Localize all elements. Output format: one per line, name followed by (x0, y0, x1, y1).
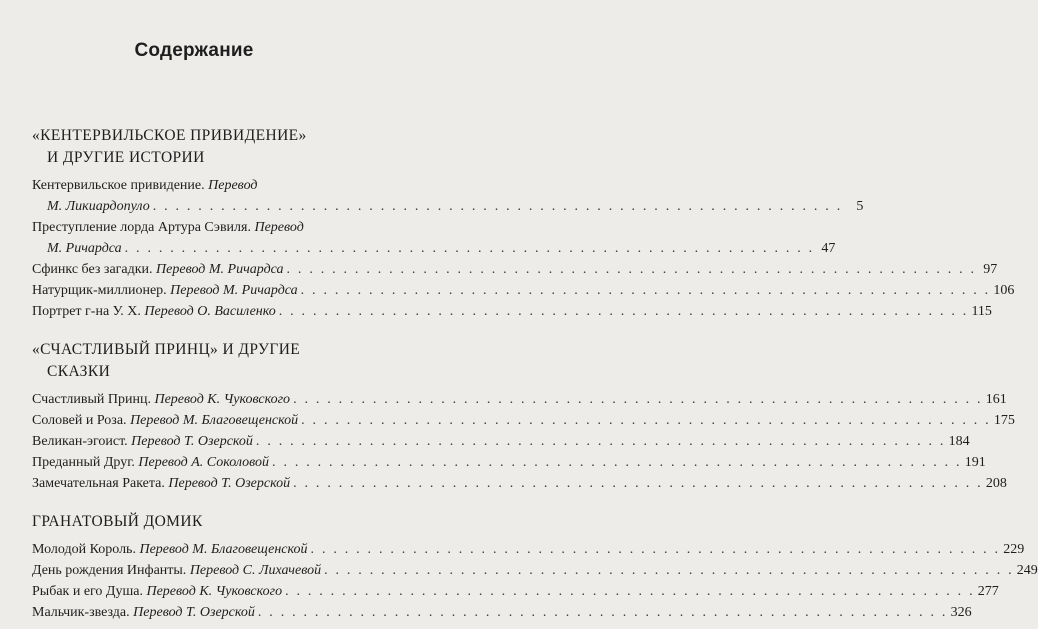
toc-entry[interactable] (32, 452, 986, 473)
toc-entry[interactable] (32, 473, 1007, 494)
section-canterville (32, 125, 1015, 322)
leader-dots (301, 280, 991, 301)
leader-dots (279, 301, 969, 322)
entry-title: Преданный Друг. (32, 455, 135, 470)
leader-dots (258, 602, 948, 623)
entry-page: 106 (993, 283, 1015, 298)
entry-translator-cont: М. Ричардса (47, 241, 122, 256)
toc-entry[interactable] (32, 431, 970, 452)
entry-title: Сфинкс без загадки. (32, 262, 153, 277)
section-title-line1: «КЕНТЕРВИЛЬСКОЕ ПРИВИДЕНИЕ» (32, 127, 307, 144)
toc-entry[interactable] (32, 581, 999, 602)
entry-page: 161 (985, 392, 1007, 407)
entry-title: Кентервильское привидение. (32, 178, 205, 193)
entry-translator: Перевод К. Чуковского (154, 392, 291, 407)
entry-page: 208 (985, 476, 1007, 491)
section-title-line2: СКАЗКИ (47, 363, 111, 380)
leader-dots (285, 581, 975, 602)
entry-page: 115 (971, 304, 992, 319)
leader-dots (311, 539, 1001, 560)
entry-page: 191 (964, 455, 986, 470)
section-title-line1: ГРАНАТОВЫЙ ДОМИК (32, 513, 203, 530)
toc-entry[interactable] (32, 175, 864, 217)
entry-title: Мальчик-звезда. (32, 605, 130, 620)
section-title (32, 511, 356, 533)
toc-entry[interactable] (32, 217, 836, 259)
entry-page: 249 (1016, 563, 1038, 578)
section-title-line2: И ДРУГИЕ ИСТОРИИ (47, 149, 205, 166)
entry-translator: Перевод К. Чуковского (146, 584, 283, 599)
leader-dots (293, 473, 983, 494)
entry-translator: Перевод С. Лихачевой (189, 563, 322, 578)
toc-entry[interactable] (32, 602, 972, 623)
entry-title: Соловей и Роза. (32, 413, 127, 428)
entry-translator-cont: М. Ликиардопуло (47, 199, 150, 214)
section-title-line1: «СЧАСТЛИВЫЙ ПРИНЦ» И ДРУГИЕ (32, 341, 301, 358)
entry-title: Великан-эгоист. (32, 434, 128, 449)
entry-title: Портрет г-на У. Х. (32, 304, 141, 319)
entry-title: Преступление лорда Артура Сэвиля. (32, 220, 251, 235)
entry-translator: Перевод М. Благовещенской (139, 542, 308, 557)
entry-page: 184 (948, 434, 970, 449)
leader-dots (153, 196, 843, 217)
entry-translator: Перевод О. Василенко (144, 304, 276, 319)
entry-translator: Перевод Т. Озерской (168, 476, 291, 491)
section-title (32, 125, 356, 169)
entry-translator: Перевод (208, 178, 258, 193)
entry-page: 47 (821, 241, 836, 256)
entry-page: 326 (950, 605, 972, 620)
section-pomegranate-house (32, 511, 1038, 623)
leader-dots (293, 389, 983, 410)
toc-entry[interactable] (32, 259, 998, 280)
entry-translator: Перевод М. Ричардса (170, 283, 298, 298)
entry-translator: Перевод Т. Озерской (131, 434, 253, 449)
entry-title: Рыбак и его Душа. (32, 584, 143, 599)
toc-entry[interactable] (32, 560, 1038, 581)
leader-dots (125, 238, 815, 259)
toc-entry[interactable] (32, 410, 1015, 431)
page-title: Содержание (134, 40, 254, 61)
entry-title: Замечательная Ракета. (32, 476, 165, 491)
entry-title: День рождения Инфанты. (32, 563, 187, 578)
entry-translator: Перевод (254, 220, 304, 235)
entry-translator: Перевод М. Благовещенской (130, 413, 299, 428)
leader-dots (287, 259, 977, 280)
entry-translator: Перевод А. Соколовой (138, 455, 270, 470)
entry-page: 5 (856, 199, 864, 214)
entry-page: 175 (993, 413, 1015, 428)
leader-dots (272, 452, 962, 473)
toc-entry[interactable] (32, 301, 992, 322)
entry-title: Счастливый Принц. (32, 392, 151, 407)
entry-title: Натурщик-миллионер. (32, 283, 167, 298)
entry-page: 277 (977, 584, 999, 599)
leader-dots (324, 560, 1014, 581)
entry-translator: Перевод Т. Озерской (133, 605, 255, 620)
leader-dots (256, 431, 946, 452)
section-happy-prince (32, 339, 1015, 494)
entry-translator: Перевод М. Ричардса (156, 262, 284, 277)
entry-page: 229 (1003, 542, 1025, 557)
toc-entry[interactable] (32, 280, 1015, 301)
toc-entry[interactable] (32, 539, 1025, 560)
leader-dots (301, 410, 991, 431)
entry-page: 97 (983, 262, 998, 277)
toc-entry[interactable] (32, 389, 1007, 410)
entry-title: Молодой Король. (32, 542, 136, 557)
section-title (32, 339, 356, 383)
